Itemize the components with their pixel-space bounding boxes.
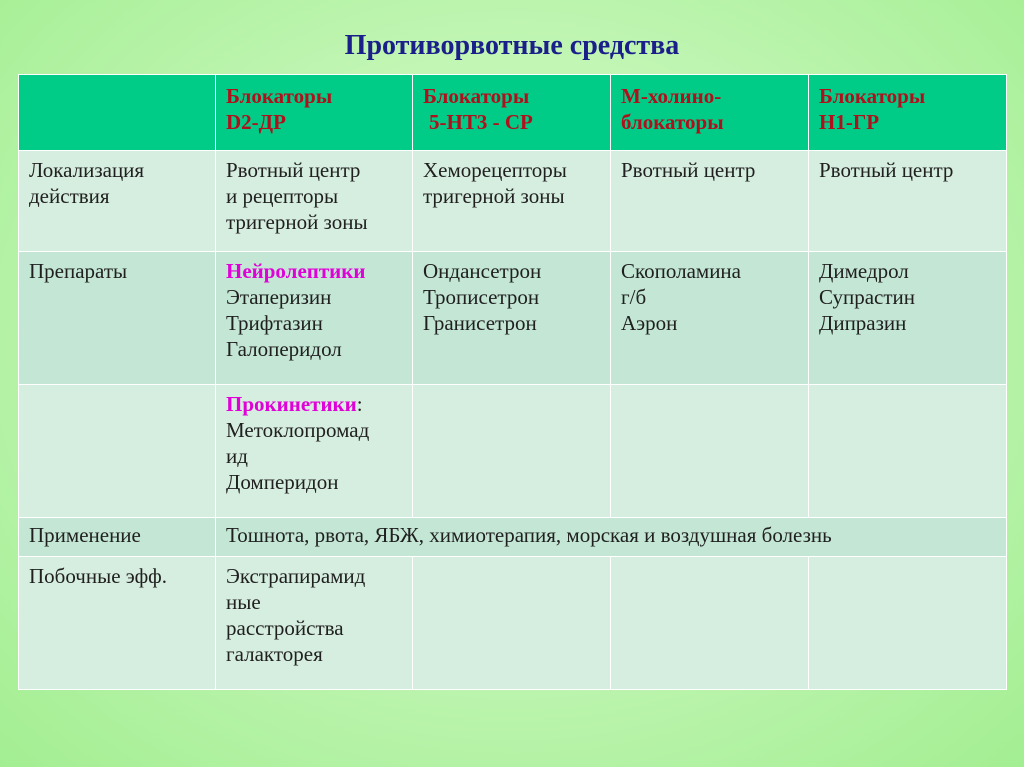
row-label-drugs: Препараты bbox=[19, 252, 216, 385]
row-side-effects bbox=[19, 557, 1007, 690]
group-colon: : bbox=[356, 392, 363, 416]
drug-item: Трифтазин bbox=[226, 311, 323, 335]
drug-item: Трописетрон bbox=[423, 285, 540, 309]
drug-item: Метоклопромад bbox=[226, 418, 370, 442]
group-neuroleptics: Нейролептики bbox=[226, 259, 366, 283]
header-row bbox=[19, 75, 1007, 151]
cell-prokinetics-d2 bbox=[216, 385, 413, 518]
header-d2-blockers bbox=[216, 75, 413, 151]
cell-line: ные bbox=[226, 590, 261, 614]
header-m-cholinoblockers bbox=[611, 75, 809, 151]
cell-line: галакторея bbox=[226, 642, 323, 666]
cell-line: и рецепторы bbox=[226, 184, 339, 208]
drug-item: Домперидон bbox=[226, 470, 339, 494]
cell-prokinetics-empty bbox=[19, 385, 216, 518]
header-empty-cell bbox=[19, 75, 216, 151]
header-h1-blockers bbox=[809, 75, 1007, 151]
cell-localization-5ht3 bbox=[413, 151, 611, 252]
cell-prokinetics-m bbox=[611, 385, 809, 518]
drug-item: Дипразин bbox=[819, 311, 907, 335]
cell-drugs-h1 bbox=[809, 252, 1007, 385]
row-prokinetics bbox=[19, 385, 1007, 518]
drug-item: Галоперидол bbox=[226, 337, 342, 361]
row-label-localization bbox=[19, 151, 216, 252]
header-m-line1: М-холино- bbox=[621, 84, 722, 108]
cell-line: Рвотный центр bbox=[226, 158, 361, 182]
drug-item: г/б bbox=[621, 285, 647, 309]
header-5ht3-line1: Блокаторы bbox=[423, 84, 530, 108]
row-use bbox=[19, 518, 1007, 557]
antiemetics-table bbox=[18, 74, 1007, 690]
cell-use-value: Тошнота, рвота, ЯБЖ, химиотерапия, морская и воздушная болезнь bbox=[216, 518, 1007, 557]
cell-line: тригерной зоны bbox=[423, 184, 565, 208]
cell-side-effects-h1 bbox=[809, 557, 1007, 690]
cell-side-effects-m bbox=[611, 557, 809, 690]
cell-drugs-d2 bbox=[216, 252, 413, 385]
cell-line: расстройства bbox=[226, 616, 344, 640]
header-d2-line1: Блокаторы bbox=[226, 84, 333, 108]
row-label-side-effects: Побочные эфф. bbox=[19, 557, 216, 690]
group-prokinetics: Прокинетики bbox=[226, 392, 357, 416]
drug-item: Гранисетрон bbox=[423, 311, 537, 335]
header-d2-line2: D2-ДР bbox=[226, 110, 286, 134]
drug-item: ид bbox=[226, 444, 248, 468]
drug-item: Скополамина bbox=[621, 259, 741, 283]
row-localization bbox=[19, 151, 1007, 252]
cell-drugs-5ht3 bbox=[413, 252, 611, 385]
cell-prokinetics-h1 bbox=[809, 385, 1007, 518]
row-drugs bbox=[19, 252, 1007, 385]
header-5ht3-blockers bbox=[413, 75, 611, 151]
slide-title: Противорвотные средства bbox=[344, 30, 680, 61]
cell-drugs-m bbox=[611, 252, 809, 385]
row-label-use: Применение bbox=[19, 518, 216, 557]
header-5ht3-line2: 5-НТ3 - СР bbox=[429, 110, 533, 134]
header-h1-line2: Н1-ГР bbox=[819, 110, 880, 134]
cell-line: Экстрапирамид bbox=[226, 564, 366, 588]
cell-line: Хеморецепторы bbox=[423, 158, 567, 182]
drug-item: Ондансетрон bbox=[423, 259, 542, 283]
label-line: действия bbox=[29, 184, 110, 208]
cell-side-effects-d2 bbox=[216, 557, 413, 690]
label-line: Локализация bbox=[29, 158, 145, 182]
drug-item: Этаперизин bbox=[226, 285, 332, 309]
cell-prokinetics-5ht3 bbox=[413, 385, 611, 518]
drug-item: Аэрон bbox=[621, 311, 678, 335]
cell-localization-m: Рвотный центр bbox=[611, 151, 809, 252]
cell-line: тригерной зоны bbox=[226, 210, 368, 234]
drug-item: Супрастин bbox=[819, 285, 916, 309]
cell-localization-h1: Рвотный центр bbox=[809, 151, 1007, 252]
drug-item: Димедрол bbox=[819, 259, 909, 283]
header-m-line2: блокаторы bbox=[621, 110, 724, 134]
cell-side-effects-5ht3 bbox=[413, 557, 611, 690]
header-h1-line1: Блокаторы bbox=[819, 84, 926, 108]
cell-localization-d2 bbox=[216, 151, 413, 252]
